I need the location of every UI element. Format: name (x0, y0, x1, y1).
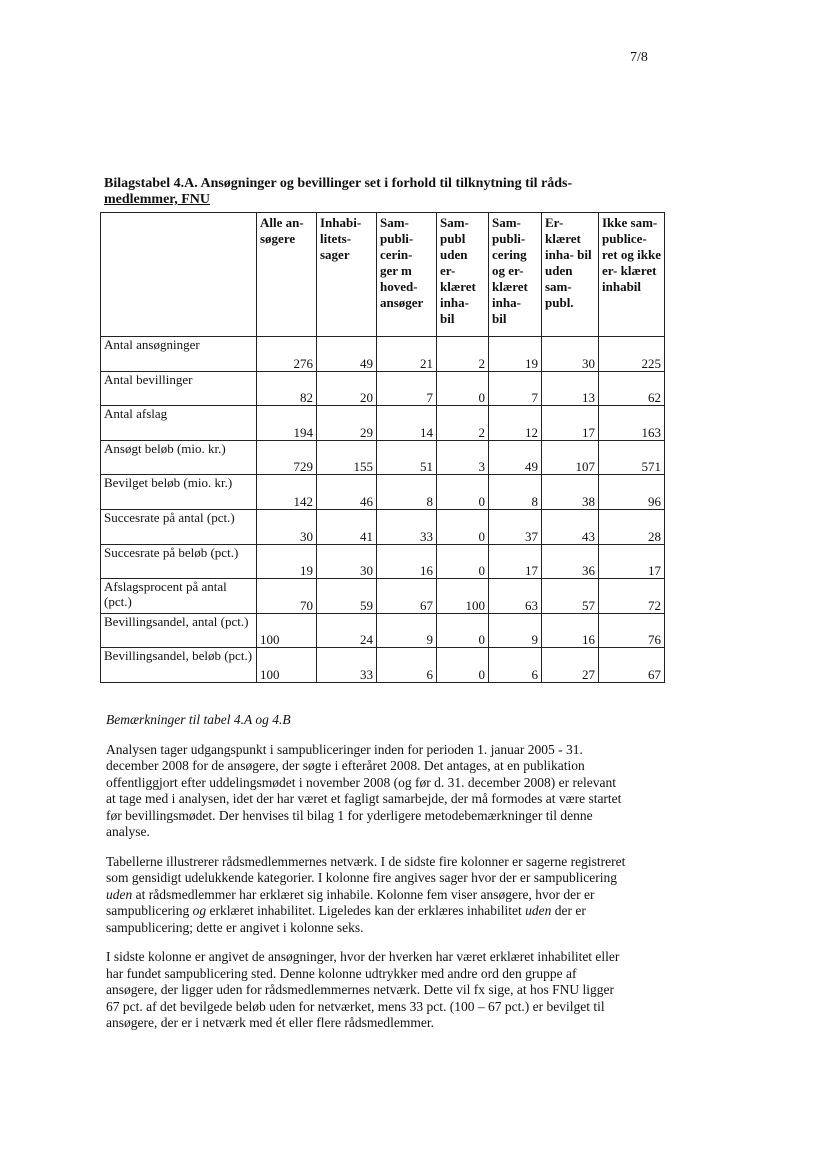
table-row (101, 579, 665, 614)
table-cell: 8 (489, 475, 542, 510)
table-cell: 16 (542, 613, 599, 648)
table-cell: 2 (437, 406, 489, 441)
table-cell: 6 (377, 648, 437, 683)
table-cell: 20 (317, 371, 377, 406)
table-cell: 142 (257, 475, 317, 510)
table-cell: 27 (542, 648, 599, 683)
col-header: Inhabi- litets- sager (317, 213, 377, 337)
col-header: Er- klæret inha- bil uden sam- publ. (542, 213, 599, 337)
table-cell: 33 (317, 648, 377, 683)
table-cell: 276 (257, 337, 317, 372)
table-cell: 0 (437, 648, 489, 683)
table-cell: 49 (489, 440, 542, 475)
table-cell: 2 (437, 337, 489, 372)
caption-line-2: medlemmer, FNU (104, 192, 211, 207)
table-row (101, 406, 665, 441)
table-cell: 17 (599, 544, 665, 579)
table-cell: 67 (377, 579, 437, 614)
table-cell: 17 (542, 406, 599, 441)
table-cell: 12 (489, 406, 542, 441)
table-cell: 96 (599, 475, 665, 510)
notes-text: at rådsmedlemmer har erklæret sig inhabile. Kolonne fem viser ansøgere, hvor der er sampublicering (106, 886, 595, 918)
notes-text: Tabellerne illustrerer rådsmedlemmernes netværk. I de sidste fire kolonner er sagerne registreret som gensidigt udelukkende kategorier. I kolonne fire angives sager hvor der er sampublicering (106, 853, 626, 885)
table-cell: 67 (599, 648, 665, 683)
table-cell: 0 (437, 371, 489, 406)
table-row (101, 648, 665, 683)
table-cell: 62 (599, 371, 665, 406)
table-cell: 0 (437, 509, 489, 544)
table-cell: 225 (599, 337, 665, 372)
table-cell: 571 (599, 440, 665, 475)
data-table (100, 212, 665, 683)
table-row (101, 509, 665, 544)
table-cell: 3 (437, 440, 489, 475)
table-cell: 76 (599, 613, 665, 648)
table-cell: 6 (489, 648, 542, 683)
table-cell: 100 (257, 648, 317, 683)
row-label: Ansøgt beløb (mio. kr.) (101, 440, 257, 475)
table-cell: 155 (317, 440, 377, 475)
table-cell: 59 (317, 579, 377, 614)
row-label: Bevillingsandel, beløb (pct.) (101, 648, 257, 683)
table-cell: 8 (377, 475, 437, 510)
table-cell: 49 (317, 337, 377, 372)
table-cell: 13 (542, 371, 599, 406)
notes-section (106, 712, 626, 1045)
header-row (101, 213, 665, 337)
row-label: Succesrate på antal (pct.) (101, 509, 257, 544)
table-cell: 17 (489, 544, 542, 579)
table-cell: 19 (489, 337, 542, 372)
table-cell: 46 (317, 475, 377, 510)
col-header: Alle an- søgere (257, 213, 317, 337)
table-row (101, 613, 665, 648)
table-cell: 28 (599, 509, 665, 544)
table-cell: 30 (317, 544, 377, 579)
notes-text: der er sampublicering; dette er angivet i kolonne seks. (106, 903, 586, 935)
table-caption (104, 176, 644, 208)
col-header: Sam- publ uden er- klæret inha- bil (437, 213, 489, 337)
page-number: 7/8 (630, 50, 648, 65)
table-cell: 729 (257, 440, 317, 475)
table-cell: 63 (489, 579, 542, 614)
col-header: Sam- publi- cerin- ger m hoved- ansøger (377, 213, 437, 337)
table-cell: 37 (489, 509, 542, 544)
table-row (101, 475, 665, 510)
table-cell: 7 (377, 371, 437, 406)
table-cell: 16 (377, 544, 437, 579)
table-cell: 30 (257, 509, 317, 544)
table-cell: 19 (257, 544, 317, 579)
table-cell: 41 (317, 509, 377, 544)
notes-emphasis: uden (106, 886, 133, 902)
table-cell: 57 (542, 579, 599, 614)
table-cell: 36 (542, 544, 599, 579)
row-label: Antal afslag (101, 406, 257, 441)
table-cell: 30 (542, 337, 599, 372)
col-header: Sam- publi- cering og er- klæret inha- bil (489, 213, 542, 337)
table-cell: 14 (377, 406, 437, 441)
table-cell: 21 (377, 337, 437, 372)
notes-paragraph-1: Analysen tager udgangspunkt i sampubliceringer inden for perioden 1. januar 2005 - 31. december 2008 for de ansøgere, der søgte i efteråret 2008. Det antages, at en publikation offentliggjort efter uddelingsmødet i november 2008 (og før d. 31. december 2008) er relevant at tage med i analysen, idet der har været et fagligt samarbejde, der må formodes at være startet før bevillingsmødet. Der henvises til bilag 1 for yderligere metodebemærkninger til denne analyse. (106, 741, 622, 839)
table-cell: 100 (257, 613, 317, 648)
row-label: Succesrate på beløb (pct.) (101, 544, 257, 579)
table-cell: 107 (542, 440, 599, 475)
notes-paragraph-3: I sidste kolonne er angivet de ansøgninger, hvor der hverken har været erklæret inhabilitet eller har fundet sampublicering sted. Denne kolonne udtrykker med andre ord den gruppe af ansøgere, der ligger uden for rådsmedlemmernes netværk. Dette vil fx sige, at hos FNU ligger 67 pct. af det bevilgede beløb uden for netværket, mens 33 pct. (100 – 67 pct.) er bevilget til ansøgere, der er i netværk med ét eller flere rådsmedlemmer. (106, 949, 620, 1030)
row-label: Antal bevillinger (101, 371, 257, 406)
table-cell: 82 (257, 371, 317, 406)
table-cell: 51 (377, 440, 437, 475)
table-cell: 9 (377, 613, 437, 648)
col-header: Ikke sam- publice- ret og ikke er- klæret inhabil (599, 213, 665, 337)
table-row (101, 544, 665, 579)
row-label: Bevilget beløb (mio. kr.) (101, 475, 257, 510)
row-label: Bevillingsandel, antal (pct.) (101, 613, 257, 648)
notes-title: Bemærkninger til tabel 4.A og 4.B (106, 712, 291, 727)
notes-paragraph-2 (106, 854, 626, 937)
table-cell: 38 (542, 475, 599, 510)
notes-emphasis: og (192, 903, 207, 918)
caption-line-1: Bilagstabel 4.A. Ansøgninger og bevillinger set i forhold til tilknytning til råds- (104, 176, 573, 191)
notes-emphasis: uden (525, 903, 552, 918)
table-cell: 163 (599, 406, 665, 441)
notes-text: erklæret inhabilitet. Ligeledes kan der erklæres inhabilitet (206, 903, 526, 918)
row-label: Antal ansøgninger (101, 337, 257, 372)
table-row (101, 440, 665, 475)
header-corner (101, 213, 257, 337)
table-row (101, 337, 665, 372)
table-cell: 33 (377, 509, 437, 544)
table-cell: 24 (317, 613, 377, 648)
table-cell: 72 (599, 579, 665, 614)
table-cell: 43 (542, 509, 599, 544)
table-cell: 100 (437, 579, 489, 614)
table-cell: 0 (437, 475, 489, 510)
table-cell: 194 (257, 406, 317, 441)
table-cell: 0 (437, 613, 489, 648)
table-cell: 70 (257, 579, 317, 614)
row-label: Afslagsprocent på antal (pct.) (101, 579, 257, 614)
table-cell: 9 (489, 613, 542, 648)
table-row (101, 371, 665, 406)
table-cell: 7 (489, 371, 542, 406)
table-cell: 29 (317, 406, 377, 441)
table-cell: 0 (437, 544, 489, 579)
